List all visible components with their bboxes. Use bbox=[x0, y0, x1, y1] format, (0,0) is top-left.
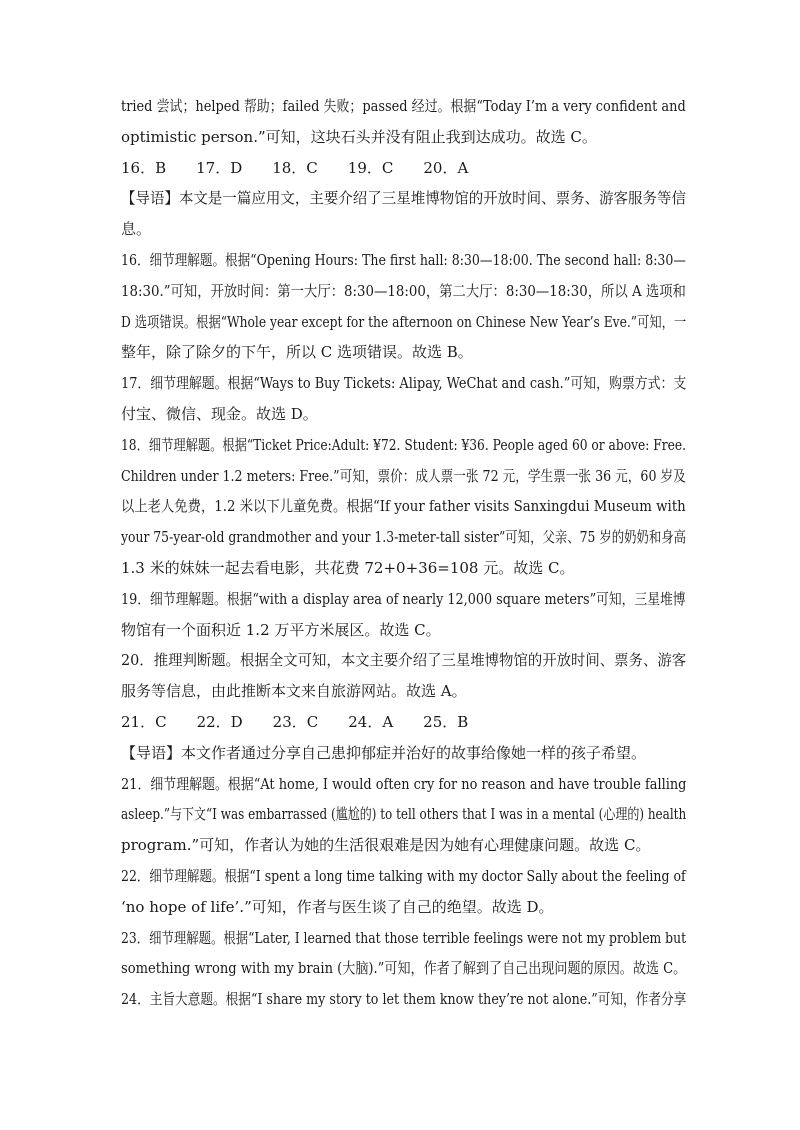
text-line: 22．细节理解题。根据“I spent a long time talking with my doctor Sally about the feeling of bbox=[121, 866, 686, 885]
text-line: 以上老人免费，1.2 米以下儿童免费。根据“If your father visits Sanxingdui Museum with bbox=[121, 497, 686, 516]
text-line: 整年，除了除夕的下午，所以 C 选项错误。故选 B。 bbox=[121, 343, 473, 362]
text-line: 18．细节理解题。根据“Ticket Price:Adult: ¥72. Student: ¥36. People aged 60 or above: Free. bbox=[121, 435, 687, 454]
text-line: your 75-year-old grandmother and your 1.3-meter-tall sister”可知，父亲、75 岁的奶奶和身高 bbox=[121, 528, 687, 547]
text-line: D 选项错误。根据“Whole year except for the afternoon on Chinese New Year’s Eve.”可知，一 bbox=[121, 312, 687, 331]
answer-explanation-text bbox=[121, 91, 687, 1015]
text-line: 物馆有一个面积近 1.2 万平方米展区。故选 C。 bbox=[121, 620, 441, 639]
text-line: 17．细节理解题。根据“Ways to Buy Tickets: Alipay, WeChat and cash.”可知，购票方式：支 bbox=[121, 374, 687, 393]
text-line: Children under 1.2 meters: Free.”可知，票价：成人票一张 72 元，学生票一张 36 元，60 岁及 bbox=[121, 466, 686, 485]
text-line: tried 尝试；helped 帮助；failed 失败；passed 经过。根据“Today I’m a very confident and bbox=[121, 97, 686, 115]
intro-line: 【导语】本文是一篇应用文，主要介绍了三星堆博物馆的开放时间、票务、游客服务等信 bbox=[121, 189, 687, 208]
text-line: 23．细节理解题。根据“Later, I learned that those terrible feelings were not my problem but bbox=[121, 928, 687, 947]
text-line: 19．细节理解题。根据“with a display area of nearly 12,000 square meters”可知，三星堆博 bbox=[121, 589, 686, 608]
intro-line: 【导语】本文作者通过分享自己患抑郁症并治好的故事给像她一样的孩子希望。 bbox=[121, 743, 647, 762]
text-line: 24．主旨大意题。根据“I share my story to let them know they’re not alone.”可知，作者分享 bbox=[121, 990, 687, 1009]
text-line: ‘no hope of life’.”可知，作者与医生谈了自己的绝望。故选 D。 bbox=[121, 897, 554, 916]
text-line: program.”可知，作者认为她的生活很艰难是因为她有心理健康问题。故选 C。 bbox=[121, 836, 651, 855]
answer-key-line: 21．C 22．D 23．C 24．A 25．B bbox=[121, 712, 469, 731]
text-line: 息。 bbox=[121, 220, 152, 239]
text-line: asleep.”与下文“I was embarrassed (尴尬的) to tell others that I was in a mental (心理的) health bbox=[121, 805, 687, 824]
text-line: something wrong with my brain (大脑).”可知，作者了解到了自己出现问题的原因。故选 C。 bbox=[121, 959, 687, 978]
text-line: 服务等信息，由此推断本文来自旅游网站。故选 A。 bbox=[121, 682, 467, 701]
text-line: 18:30.”可知，开放时间：第一大厅：8:30—18:00，第二大厅：8:30—18:30，所以 A 选项和 bbox=[121, 281, 686, 300]
text-line: optimistic person.”可知，这块石头并没有阻止我到达成功。故选 C。 bbox=[121, 127, 597, 146]
answer-key-line: 16．B 17．D 18．C 19．C 20．A bbox=[121, 158, 469, 177]
text-line: 20．推理判断题。根据全文可知，本文主要介绍了三星堆博物馆的开放时间、票务、游客 bbox=[121, 651, 687, 670]
text-line: 16．细节理解题。根据“Opening Hours: The first hall: 8:30—18:00. The second hall: 8:30— bbox=[121, 250, 687, 269]
text-line: 付宝、微信、现金。故选 D。 bbox=[121, 404, 318, 423]
text-line: 21．细节理解题。根据“At home, I would often cry for no reason and have trouble falling bbox=[121, 774, 687, 793]
text-line: 1.3 米的妹妹一起去看电影，共花费 72+0+36=108 元。故选 C。 bbox=[121, 558, 575, 577]
